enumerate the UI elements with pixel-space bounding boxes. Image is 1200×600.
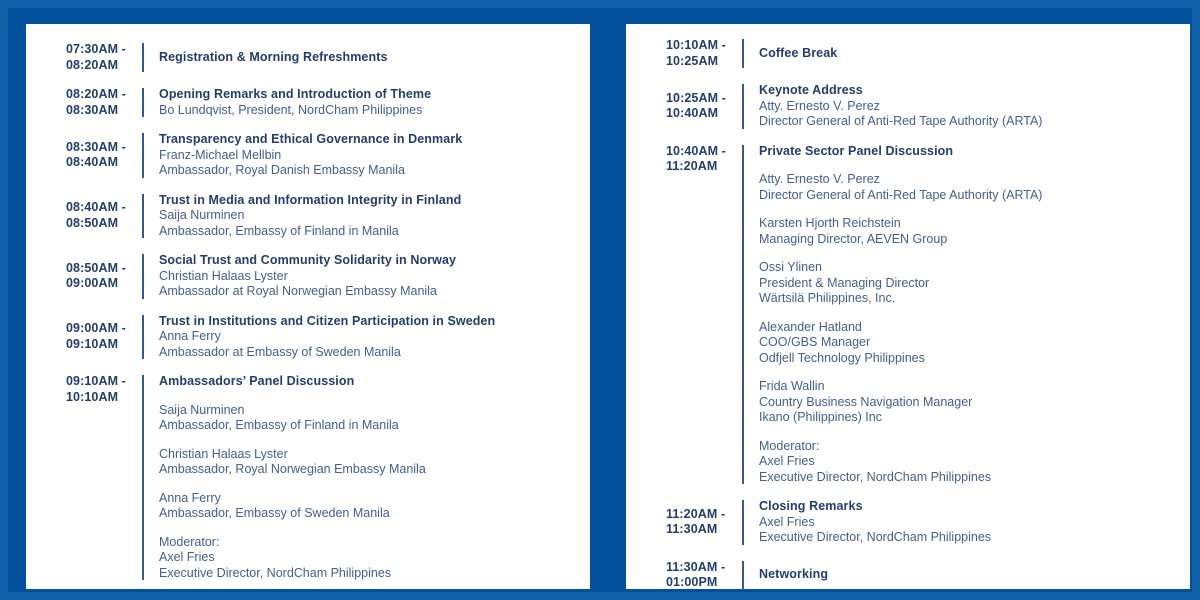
divider-line (142, 194, 144, 239)
speaker-line: Managing Director, AEVEN Group (759, 231, 948, 246)
speaker-line: Ossi Ylinen (759, 260, 822, 274)
session-title: Trust in Media and Information Integrity in Finland (159, 192, 462, 207)
speaker-line: Director General of Anti-Red Tape Authority (ARTA) (759, 114, 1043, 128)
session-content (159, 253, 570, 300)
speaker-block (159, 208, 570, 239)
speaker-line: Wärtsilä Philippines, Inc. (759, 291, 896, 305)
speaker-line: Country Business Navigation Manager (759, 394, 973, 409)
session-content (159, 132, 570, 179)
time-range (66, 140, 142, 171)
speaker-block (759, 515, 1170, 546)
speaker-line: Axel Fries (759, 454, 815, 468)
time-line: 10:25AM (666, 53, 719, 68)
agenda-panel-right (626, 24, 1190, 589)
speaker-block (759, 260, 1170, 307)
time-line: 10:10AM (66, 389, 119, 404)
session-title: Keynote Address (759, 83, 863, 97)
speaker-line: Franz-Michael Mellbin (159, 147, 282, 162)
speaker-line: Ambassador, Embassy of Sweden Manila (159, 506, 390, 520)
time-line: 09:00AM - (66, 321, 126, 336)
speaker-line: Karsten Hjorth Reichstein (759, 216, 901, 230)
session-content (759, 83, 1170, 130)
divider-line (742, 39, 744, 68)
agenda-row (66, 132, 570, 179)
speaker-line: President & Managing Director (759, 275, 930, 290)
agenda-row (666, 144, 1170, 486)
speaker-line: Christian Halaas Lyster (159, 446, 288, 461)
divider-line (142, 88, 144, 117)
agenda-row (666, 38, 1170, 69)
divider-line (142, 254, 144, 299)
speaker-line: Anna Ferry (159, 329, 221, 343)
speaker-line: Ikano (Philippines) Inc (759, 410, 882, 424)
speaker-line: Anna Ferry (159, 490, 221, 505)
agenda-row (66, 314, 570, 361)
speaker-line: Ambassador, Embassy of Finland in Manila (159, 418, 399, 432)
time-line: 08:50AM - (66, 260, 126, 275)
speaker-line: Moderator: (759, 438, 820, 453)
agenda-row (66, 374, 570, 581)
speaker-line: Ambassador at Royal Norwegian Embassy Manila (159, 284, 437, 298)
agenda-row (666, 560, 1170, 591)
speaker-line: Saija Nurminen (159, 402, 245, 417)
speaker-block (759, 99, 1170, 130)
time-range (66, 374, 142, 405)
speaker-line: Axel Fries (759, 514, 815, 529)
time-line: 08:30AM (66, 102, 119, 117)
agenda-panel-left (26, 24, 590, 589)
time-line: 09:10AM (66, 336, 119, 351)
speaker-block (159, 269, 570, 300)
time-range (66, 42, 142, 73)
agenda-row (66, 87, 570, 118)
time-range (666, 38, 742, 69)
session-title: Registration & Morning Refreshments (159, 49, 388, 64)
time-line: 08:40AM - (66, 200, 126, 215)
speaker-block (759, 320, 1170, 367)
speaker-block (159, 148, 570, 179)
session-title: Social Trust and Community Solidarity in Norway (159, 253, 457, 267)
session-content (159, 374, 570, 581)
speaker-line: Executive Director, NordCham Philippines (159, 565, 392, 580)
time-line: 08:20AM - (66, 87, 126, 101)
speaker-line: Ambassador at Embassy of Sweden Manila (159, 344, 401, 359)
time-line: 10:10AM - (666, 38, 726, 52)
speaker-line: Ambassador, Embassy of Finland in Manila (159, 223, 399, 238)
time-line: 07:30AM - (66, 42, 126, 56)
speaker-line: Executive Director, NordCham Philippines (759, 469, 992, 484)
agenda-row (66, 253, 570, 300)
speaker-line: Executive Director, NordCham Philippines (759, 530, 992, 544)
speaker-line: Ambassador, Royal Danish Embassy Manila (159, 163, 405, 177)
divider-line (142, 133, 144, 178)
time-range (66, 261, 142, 292)
speaker-line: Director General of Anti-Red Tape Authority (ARTA) (759, 187, 1043, 202)
divider-line (742, 145, 744, 485)
time-range (666, 144, 742, 175)
time-line: 01:00PM (666, 575, 718, 589)
agenda-row (66, 42, 570, 73)
time-line: 08:40AM (66, 155, 119, 170)
time-line: 09:00AM (66, 276, 119, 291)
divider-line (742, 84, 744, 129)
speaker-block (159, 329, 570, 360)
speaker-block (159, 403, 570, 434)
divider-line (142, 375, 144, 580)
session-content (159, 314, 570, 361)
session-content (159, 87, 570, 118)
agenda-row (666, 499, 1170, 546)
speaker-block (759, 216, 1170, 247)
time-range (66, 200, 142, 231)
time-line: 09:10AM - (66, 374, 126, 388)
speaker-line: COO/GBS Manager (759, 335, 871, 349)
speaker-line: Frida Wallin (759, 379, 825, 393)
time-line: 08:30AM - (66, 139, 126, 154)
time-line: 11:20AM (666, 159, 718, 173)
session-title: Coffee Break (759, 45, 838, 60)
session-content (759, 46, 1170, 62)
session-title: Private Sector Panel Discussion (759, 143, 954, 158)
session-title: Closing Remarks (759, 499, 863, 513)
agenda-row (666, 83, 1170, 130)
speaker-line: Ambassador, Royal Norwegian Embassy Manila (159, 462, 426, 476)
agenda-row (66, 193, 570, 240)
speaker-block (759, 439, 1170, 486)
time-line: 08:20AM (66, 57, 119, 72)
session-title: Networking (759, 567, 829, 582)
speaker-line: Atty. Ernesto V. Perez (759, 98, 880, 113)
time-range (66, 87, 142, 118)
speaker-line: Odfjell Technology Philippines (759, 350, 925, 365)
time-line: 11:20AM - (666, 506, 726, 521)
speaker-line: Atty. Ernesto V. Perez (759, 172, 880, 186)
session-title: Ambassadors’ Panel Discussion (159, 374, 355, 388)
time-line: 10:40AM (666, 106, 719, 121)
speaker-block (159, 103, 570, 119)
speaker-line: Christian Halaas Lyster (159, 268, 288, 283)
speaker-block (159, 491, 570, 522)
speaker-block (159, 447, 570, 478)
speaker-line: Moderator: (159, 534, 220, 549)
speaker-block (759, 379, 1170, 426)
time-line: 11:30AM (666, 522, 718, 537)
session-title: Trust in Institutions and Citizen Participation in Sweden (159, 313, 496, 328)
speaker-line: Bo Lundqvist, President, NordCham Philippines (159, 102, 423, 117)
time-range (66, 321, 142, 352)
time-line: 08:50AM (66, 215, 119, 230)
divider-line (142, 43, 144, 72)
time-range (666, 507, 742, 538)
speaker-line: Axel Fries (159, 550, 215, 564)
time-line: 10:25AM - (666, 90, 726, 105)
session-title: Opening Remarks and Introduction of Theme (159, 87, 432, 101)
speaker-block (159, 535, 570, 582)
time-line: 11:30AM - (666, 559, 726, 574)
divider-line (742, 500, 744, 545)
session-content (759, 499, 1170, 546)
speaker-line: Alexander Hatland (759, 319, 862, 334)
time-range (666, 560, 742, 591)
session-content (159, 50, 570, 66)
time-range (666, 91, 742, 122)
speaker-line: Saija Nurminen (159, 208, 245, 222)
speaker-block (759, 172, 1170, 203)
session-content (759, 567, 1170, 583)
divider-line (742, 561, 744, 590)
session-content (759, 144, 1170, 486)
session-content (159, 193, 570, 240)
time-line: 10:40AM - (666, 143, 726, 158)
session-title: Transparency and Ethical Governance in Denmark (159, 132, 463, 146)
divider-line (142, 315, 144, 360)
